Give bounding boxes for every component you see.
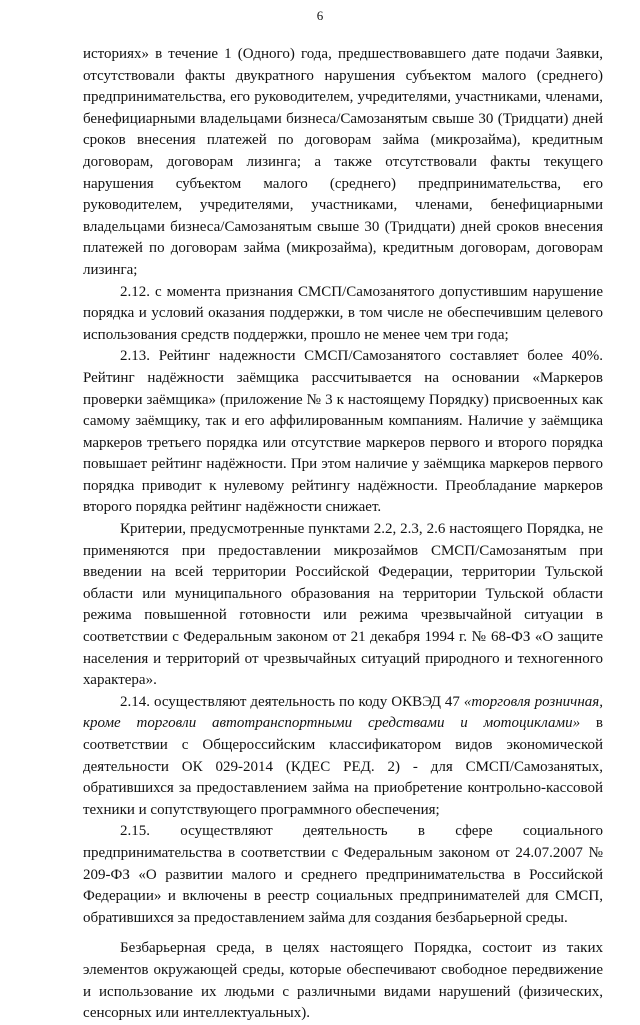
page-number: 6 — [316, 8, 324, 23]
paragraph-2-14 — [83, 692, 603, 822]
paragraph-criteria: Критерии, предусмотренные пунктами 2.2, 2.3, 2.6 настоящего Порядка, не применяются при предоставлении микрозаймов СМСП/Самозанятым при введении на всей территории Российской Федерации, территории Тульской области или муниципального образования на территории Тульской области режима повышенной готовности или режима чрезвычайной ситуации в соответствии с Федеральным законом от 21 декабря 1994 г. № 68-ФЗ «О защите населения и территорий от чрезвычайных ситуаций природного и техногенного характера». — [83, 521, 603, 689]
paragraph-continuation: историях» в течение 1 (Одного) года, предшествовавшего дате подачи Заявки, отсутствовали факты двукратного нарушения субъектом малого (среднего) предпринимательства, его руководителем, учредителями, участниками, членами, бенефициарными владельцами бизнеса/Самозанятым свыше 30 (Тридцати) дней сроков внесения платежей по договорам займа (микрозайма), кредитным договорам, договорам лизинга; а также отсутствовали факты текущего нарушения субъектом малого (среднего) предпринимательства, его руководителем, учредителями, участниками, членами, бенефициарными владельцами бизнеса/Самозанятым свыше 30 (Тридцати) дней сроков внесения платежей по договорам займа (микрозайма), кредитным договорам, договорам лизинга; — [83, 46, 603, 278]
paragraph-2-14-text-end: в соответствии с Общероссийским классификатором видов экономической деятельности ОК 029-2014 (КДЕС РЕД. 2) - для СМСП/Самозанятых, обратившихся за предоставлением займа на приобретение контрольно-кассовой техники и сопутствующего программного обеспечения; — [83, 715, 603, 818]
paragraph-2-13: 2.13. Рейтинг надежности СМСП/Самозанятого составляет более 40%. Рейтинг надёжности заёмщика рассчитывается на основании «Маркеров проверки заёмщика» (приложение № 3 к настоящему Порядку) присвоенных как самому заёмщику, так и его аффилированным компаниям. Наличие у заёмщика маркеров третьего порядка или отсутствие маркеров первого и второго порядка повышает рейтинг надёжности. При этом наличие у заёмщика маркеров первого порядка приводит к нулевому рейтингу надёжности. Преобладание маркеров второго порядка рейтинг надёжности снижает. — [83, 348, 603, 516]
paragraph-2-14-text-start: 2.14. осуществляют деятельность по коду ОКВЭД 47 — [120, 693, 464, 710]
paragraph-2-14-italic-quote: «торговля розничная, кроме торговли автотранспортными средствами и мотоциклами» — [83, 693, 603, 732]
paragraph-2-12: 2.12. с момента признания СМСП/Самозанятого допустившим нарушение порядка и условий оказания поддержки, в том числе не обеспечившим целевого использования средств поддержки, прошло не менее чем три года; — [83, 283, 603, 343]
paragraph-barrier-free: Безбарьерная среда, в целях настоящего Порядка, состоит из таких элементов окружающей среды, которые обеспечивают свободное передвижение и использование их людьми с различными видами нарушений (физических, сенсорных или интеллектуальных). — [83, 940, 603, 1022]
document-body — [83, 44, 603, 1025]
paragraph-2-15: 2.15. осуществляют деятельность в сфере социального предпринимательства в соответствии с Федеральным законом от 24.07.2007 № 209-ФЗ «О развитии малого и среднего предпринимательства в Российской Федерации» и включены в реестр социальных предпринимателей для СМСП, обратившихся за предоставлением займа для создания безбарьерной среды. — [83, 823, 603, 926]
